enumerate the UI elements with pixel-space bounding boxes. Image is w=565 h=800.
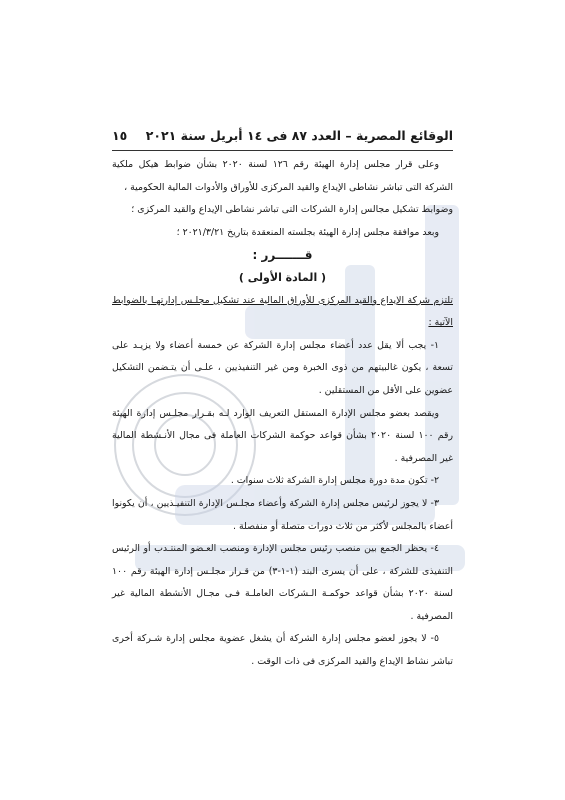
article-intro-underlined: تلتزم شركة الإيداع والقيد المركزى للأوراق المالية عند تشكيل مجلـس إدارتهـا بالضوابط الآتية : (112, 294, 453, 329)
document-body (112, 154, 453, 674)
list-item: ويقصد بعضو مجلس الإدارة المستقل التعريف الوارد لـه بقـرار مجلـس إدارة الهيئة رقم ١٠٠ لسنة ٢٠٢٠ بشأن قواعد حوكمة الشركات العاملة فى مجال الأنـشطة المالية غير المصرفية . (112, 407, 453, 464)
list-item: ١- يجب ألا يقل عدد أعضاء مجلس إدارة الشركة عن خمسة أعضاء ولا يزيـد على تسعة ، يكون غالبيتهم من ذوى الخبرة ومن غير التنفيذيين ، علـى أن يتـضمن التشكيل عضوين على الأقل من المستقلين . (112, 339, 453, 396)
header-divider (112, 150, 453, 151)
decision-heading: قـــــــرر : (252, 248, 313, 263)
page-number: ١٥ (112, 128, 128, 143)
list-item: ٣- لا يجوز لرئيس مجلس إدارة الشركة وأعضاء مجلـس الإدارة التنفيـذيين ، أن يكونوا أعضاء بالمجلس لأكثر من ثلاث دورات متصلة أو منفصلة . (112, 497, 453, 532)
page-header (112, 128, 453, 150)
article-heading: ( المادة الأولى ) (238, 270, 327, 284)
list-item: ٥- لا يجوز لعضو مجلس إدارة الشركة أن يشغل عضوية مجلس إدارة شـركة أخرى تباشر نشاط الإيداع والقيد المركزى فى ذات الوقت . (112, 633, 453, 668)
preamble-paragraph: وعلى قرار مجلس إدارة الهيئة رقم ١٢٦ لسنة ٢٠٢٠ بشأن ضوابط هيكل ملكية الشركة التى تباشر نشاطى الإيداع والقيد المركزى للأوراق والأدوات المالية الحكومية ، (112, 159, 453, 193)
preamble-paragraph: وبعد موافقة مجلس إدارة الهيئة بجلسته المنعقدة بتاريخ ٢٠٢١/٣/٢١ ؛ (176, 226, 439, 238)
preamble-paragraph: وضوابط تشكيل مجالس إدارة الشركات التى تباشر نشاطى الإيداع والقيد المركزى ؛ (131, 204, 453, 216)
article-intro (112, 290, 453, 335)
list-item: ٢- تكون مدة دورة مجلس إدارة الشركة ثلاث سنوات . (230, 475, 439, 487)
header-title: الوقائع المصرية – العدد ٨٧ فى ١٤ أبريل سنة ٢٠٢١ (145, 128, 453, 143)
list-item: ٤- يحظر الجمع بين منصب رئيس مجلس الإدارة ومنصب العـضو المنتـدب أو الرئيس التنفيذى للشركة ، على أن يسرى البند (١-١-٣) من قـرار مجلـس إدارة الهيئة رقم ١٠٠ لسنة ٢٠٢٠ بشأن قواعد حوكمـة الـشركات العاملـة فـى مجـال الأنشطة المالية غير المصرفية . (112, 543, 453, 622)
